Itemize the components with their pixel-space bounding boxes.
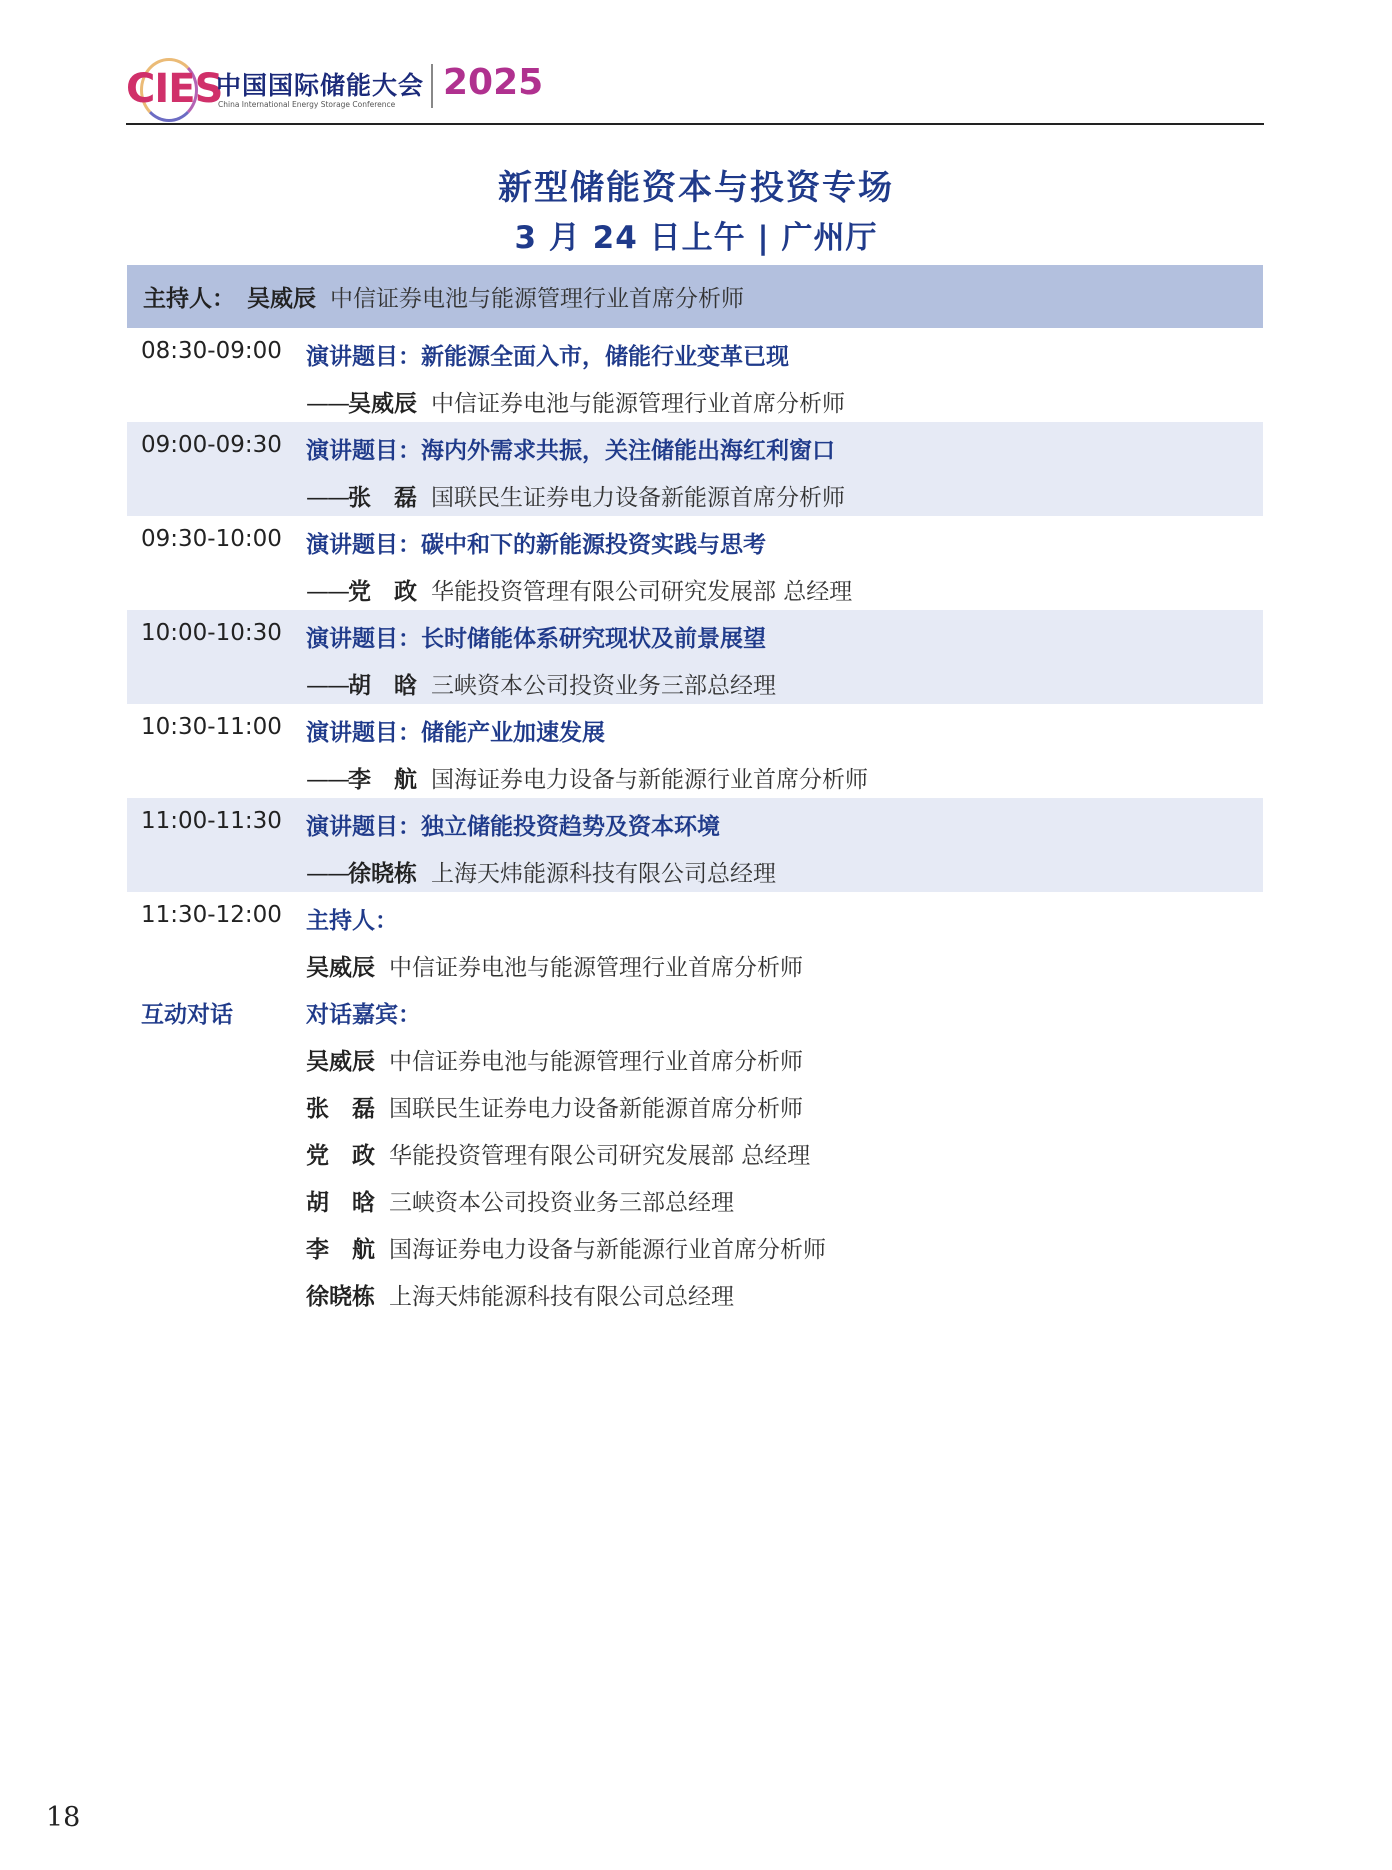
agenda-topic: 演讲题目：长时储能体系研究现状及前景展望 <box>306 626 766 652</box>
dialogue-guest <box>306 1184 734 1217</box>
guest-title: 上海天炜能源科技有限公司总经理 <box>389 1284 734 1310</box>
logo-letters: CIES <box>126 66 223 112</box>
speaker-dash: —— <box>306 391 348 417</box>
speaker-name: 李 航 <box>348 767 417 793</box>
speaker-title: 华能投资管理有限公司研究发展部 总经理 <box>431 579 853 605</box>
agenda-speaker <box>306 761 868 794</box>
dialogue-host-title: 中信证券电池与能源管理行业首席分析师 <box>389 955 803 981</box>
dialogue-guest <box>306 1090 803 1123</box>
speaker-name: 吴威辰 <box>348 391 417 417</box>
guest-title: 三峡资本公司投资业务三部总经理 <box>389 1190 734 1216</box>
speaker-title: 国海证券电力设备与新能源行业首席分析师 <box>431 767 868 793</box>
agenda-topic: 演讲题目：储能产业加速发展 <box>306 720 605 746</box>
dialogue-host <box>306 949 803 982</box>
dialogue-guest <box>306 1043 803 1076</box>
dialogue-guest <box>306 1278 734 1311</box>
agenda-row <box>127 704 1263 798</box>
logo-english-name: China International Energy Storage Conference <box>218 100 396 109</box>
host-label: 主持人： <box>143 286 235 312</box>
speaker-name: 党 政 <box>348 579 417 605</box>
guest-name: 党 政 <box>306 1143 375 1169</box>
guest-name: 吴威辰 <box>306 1049 375 1075</box>
speaker-dash: —— <box>306 485 348 511</box>
logo-divider <box>431 64 433 108</box>
agenda-speaker <box>306 479 845 512</box>
host-title: 中信证券电池与能源管理行业首席分析师 <box>330 286 744 312</box>
dialogue-guests-label: 对话嘉宾： <box>306 1002 421 1028</box>
logo-year: 2025 <box>443 62 544 103</box>
agenda-time: 09:30-10:00 <box>141 526 282 552</box>
guest-name: 李 航 <box>306 1237 375 1263</box>
agenda-speaker <box>306 385 845 418</box>
agenda-speaker <box>306 855 776 888</box>
speaker-name: 张 磊 <box>348 485 417 511</box>
session-subtitle: 3 月 24 日上午 | 广州厅 <box>514 220 878 256</box>
agenda-time: 10:30-11:00 <box>141 714 282 740</box>
dialogue-guest <box>306 1231 826 1264</box>
host-name: 吴威辰 <box>247 286 316 312</box>
guest-name: 张 磊 <box>306 1096 375 1122</box>
agenda-row <box>127 328 1263 422</box>
speaker-title: 国联民生证券电力设备新能源首席分析师 <box>431 485 845 511</box>
dialogue-host-label: 主持人： <box>306 908 398 934</box>
agenda-time: 11:00-11:30 <box>141 808 282 834</box>
agenda-row <box>127 422 1263 516</box>
dialogue-host-name: 吴威辰 <box>306 955 375 981</box>
page-number: 18 <box>46 1802 81 1833</box>
conference-logo <box>126 54 1262 126</box>
logo-chinese-name: 中国国际储能大会 <box>216 71 425 100</box>
speaker-name: 徐晓栋 <box>348 861 417 887</box>
speaker-dash: —— <box>306 767 348 793</box>
header-rule <box>126 123 1264 125</box>
speaker-dash: —— <box>306 579 348 605</box>
agenda-topic: 演讲题目：碳中和下的新能源投资实践与思考 <box>306 532 766 558</box>
guest-name: 徐晓栋 <box>306 1284 375 1310</box>
agenda-row <box>127 516 1263 610</box>
agenda-row <box>127 610 1263 704</box>
dialogue-time: 11:30-12:00 <box>141 902 282 928</box>
agenda-time: 10:00-10:30 <box>141 620 282 646</box>
speaker-name: 胡 晗 <box>348 673 417 699</box>
speaker-dash: —— <box>306 673 348 699</box>
host-bar <box>127 265 1263 328</box>
guest-name: 胡 晗 <box>306 1190 375 1216</box>
agenda-topic: 演讲题目：独立储能投资趋势及资本环境 <box>306 814 720 840</box>
dialogue-label: 互动对话 <box>141 1002 233 1028</box>
agenda-row <box>127 798 1263 892</box>
speaker-title: 上海天炜能源科技有限公司总经理 <box>431 861 776 887</box>
guest-title: 国联民生证券电力设备新能源首席分析师 <box>389 1096 803 1122</box>
agenda-topic: 演讲题目：海内外需求共振，关注储能出海红利窗口 <box>306 438 835 464</box>
agenda-time: 08:30-09:00 <box>141 338 282 364</box>
agenda-speaker <box>306 667 776 700</box>
agenda-speaker <box>306 573 852 606</box>
agenda-time: 09:00-09:30 <box>141 432 282 458</box>
agenda-topic: 演讲题目：新能源全面入市，储能行业变革已现 <box>306 344 789 370</box>
speaker-dash: —— <box>306 861 348 887</box>
guest-title: 华能投资管理有限公司研究发展部 总经理 <box>389 1143 811 1169</box>
speaker-title: 中信证券电池与能源管理行业首席分析师 <box>431 391 845 417</box>
dialogue-guest <box>306 1137 810 1170</box>
session-title: 新型储能资本与投资专场 <box>498 168 894 208</box>
guest-title: 国海证券电力设备与新能源行业首席分析师 <box>389 1237 826 1263</box>
guest-title: 中信证券电池与能源管理行业首席分析师 <box>389 1049 803 1075</box>
speaker-title: 三峡资本公司投资业务三部总经理 <box>431 673 776 699</box>
